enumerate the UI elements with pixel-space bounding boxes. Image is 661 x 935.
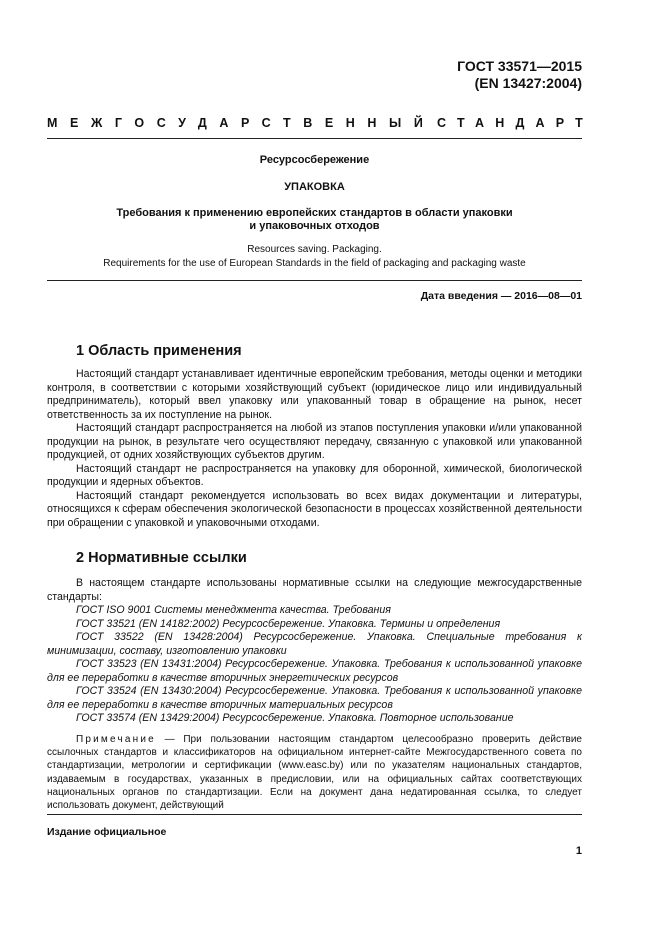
section1-heading: 1 Область применения [76,343,242,359]
english-title-line2: Requirements for the use of European Standards in the field of packaging and packaging waste [103,258,526,269]
reference-item: ГОСТ ISO 9001 Системы менеджмента качества. Требования [76,604,391,616]
normative-references [47,577,582,726]
page-number: 1 [575,845,582,857]
document-designation [457,58,582,92]
reference-item: ГОСТ 33521 (EN 14182:2002) Ресурсосбережение. Упаковка. Термины и определения [76,617,501,630]
title-divider [47,280,582,281]
note [47,733,582,812]
references-intro: В настоящем стандарте использованы нормативные ссылки на следующие межгосударственные стандарты: [47,577,582,603]
paragraph: Настоящий стандарт не распространяется на упаковку для оборонной, химической, биологической продукции и ядерных объектов. [47,462,582,488]
official-edition-label: Издание официальное [47,826,167,838]
footer-divider [47,814,582,815]
paragraph: Настоящий стандарт устанавливает идентичные европейским требования, методы оценки и методики контроля, в соответствии с которыми хозяйствующий субъект (юридическое лицо или индивидуальный предприниматель), который ввел упаковку или упакованный товар в обращение на рынок, несет ответственность за их поступление на рынок. [47,368,582,421]
english-title-line1: Resources saving. Packaging. [247,244,382,255]
note-text: — При пользовании настоящим стандартом целесообразно проверить действие ссылочных стандартов и классификаторов на официальном интернет-сайте Межгосударственного совета по стандартизации, метрологии и сертификации (www.easc.by) или по указателям национальных стандартов, издаваемым в государствах, указанных в предисловии, или на официальных сайтах соответствующих национальных органов по стандартизации. Если на документ дана недатированная ссылка, то следует использовать документ, действующий [47,734,582,812]
document-title-line2: и упаковочных отходов [249,220,380,232]
note-label: Примечание [76,734,156,745]
introduction-date: Дата введения — 2016—08—01 [420,290,582,302]
section1-body [47,368,582,530]
document-title-line1: Требования к применению европейских стандартов в области упаковки [116,207,513,219]
paragraph: Настоящий стандарт распространяется на любой из этапов поступления упаковки и/или упакованной продукции на рынок, в результате чего осуществляют передачу, связанную с упаковкой или упакованной продукцией, от одних хозяйствующих субъектов другим. [47,422,582,461]
en-number: (EN 13427:2004) [474,75,582,91]
standard-type-right: СТАНДАРТ [437,116,594,130]
reference-item: ГОСТ 33574 (EN 13429:2004) Ресурсосбережение. Упаковка. Повторное использование [76,712,514,724]
reference-item: ГОСТ 33523 (EN 13431:2004) Ресурсосбережение. Упаковка. Требования к использованной упаковке для ее переработки в качестве вторичных энергетических ресурсов [47,658,582,684]
paragraph: Настоящий стандарт рекомендуется использовать во всех видах документации и литературы, относящихся к сферам обеспечения экологической безопасности в процессах хозяйственной деятельности при обращении с упаковкой и упаковочными отходами. [47,489,582,529]
reference-item: ГОСТ 33524 (EN 13430:2004) Ресурсосбережение. Упаковка. Требования к использованной упаковке для ее переработки в качестве вторичных материальных ресурсов [47,685,582,711]
header-divider [47,138,582,139]
reference-item: ГОСТ 33522 (EN 13428:2004) Ресурсосбережение. Упаковка. Специальные требования к минимизации, составу, изготовлению упаковки [47,631,582,657]
standard-type-left: МЕЖГОСУДАРСТВЕННЫЙ [47,116,436,130]
gost-number: ГОСТ 33571—2015 [457,58,582,74]
topic-title: Ресурсосбережение [259,154,370,166]
subtopic-title: УПАКОВКА [284,181,345,193]
section2-heading: 2 Нормативные ссылки [76,550,247,566]
